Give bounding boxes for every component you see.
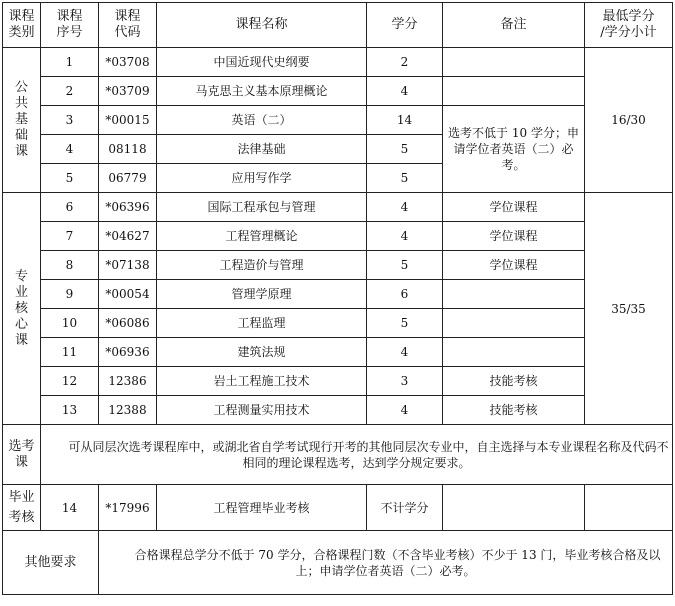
course-credit: 4 bbox=[367, 338, 443, 367]
graduation-label: 毕业 考核 bbox=[3, 485, 41, 531]
table-row bbox=[3, 396, 673, 425]
graduation-note-empty bbox=[443, 485, 585, 531]
group-note-public: 选考不低于 10 学分；申请学位者英语（二）必考。 bbox=[443, 106, 585, 193]
table-row bbox=[3, 77, 673, 106]
course-name: 工程监理 bbox=[157, 309, 367, 338]
header-seq: 课程 序号 bbox=[41, 3, 99, 48]
other-text: 合格课程总学分不低于 70 学分，合格课程门数（不含毕业考核）不少于 13 门，毕业考核合格及以上；申请学位者英语（二）必考。 bbox=[99, 531, 673, 595]
course-credit: 14 bbox=[367, 106, 443, 135]
course-note bbox=[443, 338, 585, 367]
course-note bbox=[443, 280, 585, 309]
graduation-code: *17996 bbox=[99, 485, 157, 531]
course-code: 12386 bbox=[99, 367, 157, 396]
elective-row bbox=[3, 425, 673, 485]
course-name: 工程测量实用技术 bbox=[157, 396, 367, 425]
graduation-seq: 14 bbox=[41, 485, 99, 531]
table-row bbox=[3, 222, 673, 251]
course-code: *03709 bbox=[99, 77, 157, 106]
course-name: 英语（二） bbox=[157, 106, 367, 135]
course-credit: 5 bbox=[367, 135, 443, 164]
course-code: 08118 bbox=[99, 135, 157, 164]
course-seq: 11 bbox=[41, 338, 99, 367]
course-credit: 4 bbox=[367, 396, 443, 425]
course-seq: 13 bbox=[41, 396, 99, 425]
table-row bbox=[3, 280, 673, 309]
course-credit: 5 bbox=[367, 309, 443, 338]
curriculum-table bbox=[2, 2, 673, 595]
header-credit: 学分 bbox=[367, 3, 443, 48]
header-code: 课程 代码 bbox=[99, 3, 157, 48]
course-name: 法律基础 bbox=[157, 135, 367, 164]
course-note: 学位课程 bbox=[443, 222, 585, 251]
course-code: *06086 bbox=[99, 309, 157, 338]
course-seq: 3 bbox=[41, 106, 99, 135]
other-row bbox=[3, 531, 673, 595]
course-seq: 1 bbox=[41, 48, 99, 77]
table-row bbox=[3, 309, 673, 338]
elective-text: 可从同层次选考课程库中，或湖北省自学考试现行开考的其他同层次专业中，自主选择与本专业课程名称及代码不相同的理论课程选考，达到学分规定要求。 bbox=[41, 425, 673, 485]
course-name: 岩土工程施工技术 bbox=[157, 367, 367, 396]
course-note: 学位课程 bbox=[443, 251, 585, 280]
graduation-min-credit-empty bbox=[585, 485, 673, 531]
course-seq: 7 bbox=[41, 222, 99, 251]
course-note: 学位课程 bbox=[443, 193, 585, 222]
header-category: 课程 类别 bbox=[3, 3, 41, 48]
table-row bbox=[3, 193, 673, 222]
header-row bbox=[3, 3, 673, 48]
course-name: 管理学原理 bbox=[157, 280, 367, 309]
course-credit: 4 bbox=[367, 222, 443, 251]
course-credit: 2 bbox=[367, 48, 443, 77]
elective-label: 选考课 bbox=[3, 425, 41, 485]
course-name: 中国近现代史纲要 bbox=[157, 48, 367, 77]
course-credit: 5 bbox=[367, 251, 443, 280]
course-note-empty bbox=[443, 48, 585, 77]
category-professional-core: 专 业 核 心 课 bbox=[3, 193, 41, 425]
table-row bbox=[3, 48, 673, 77]
table-row bbox=[3, 251, 673, 280]
course-seq: 4 bbox=[41, 135, 99, 164]
course-seq: 6 bbox=[41, 193, 99, 222]
course-credit: 6 bbox=[367, 280, 443, 309]
table-row bbox=[3, 106, 673, 135]
course-name: 工程造价与管理 bbox=[157, 251, 367, 280]
course-code: *00015 bbox=[99, 106, 157, 135]
header-name: 课程名称 bbox=[157, 3, 367, 48]
course-credit: 3 bbox=[367, 367, 443, 396]
course-note bbox=[443, 309, 585, 338]
table-row bbox=[3, 338, 673, 367]
course-seq: 9 bbox=[41, 280, 99, 309]
course-name: 应用写作学 bbox=[157, 164, 367, 193]
course-seq: 12 bbox=[41, 367, 99, 396]
min-credit-public: 16/30 bbox=[585, 48, 673, 193]
course-credit: 5 bbox=[367, 164, 443, 193]
course-code: 06779 bbox=[99, 164, 157, 193]
course-code: *03708 bbox=[99, 48, 157, 77]
other-label: 其他要求 bbox=[3, 531, 99, 595]
course-code: *00054 bbox=[99, 280, 157, 309]
course-note: 技能考核 bbox=[443, 396, 585, 425]
course-code: *07138 bbox=[99, 251, 157, 280]
course-name: 马克思主义基本原理概论 bbox=[157, 77, 367, 106]
course-name: 工程管理概论 bbox=[157, 222, 367, 251]
course-code: *04627 bbox=[99, 222, 157, 251]
course-note: 技能考核 bbox=[443, 367, 585, 396]
course-note-empty bbox=[443, 77, 585, 106]
course-seq: 10 bbox=[41, 309, 99, 338]
course-credit: 4 bbox=[367, 77, 443, 106]
course-seq: 8 bbox=[41, 251, 99, 280]
category-public-foundation: 公 共 基 础 课 bbox=[3, 48, 41, 193]
graduation-name: 工程管理毕业考核 bbox=[157, 485, 367, 531]
course-name: 建筑法规 bbox=[157, 338, 367, 367]
course-seq: 5 bbox=[41, 164, 99, 193]
course-name: 国际工程承包与管理 bbox=[157, 193, 367, 222]
course-code: *06936 bbox=[99, 338, 157, 367]
course-code: *06396 bbox=[99, 193, 157, 222]
min-credit-core: 35/35 bbox=[585, 193, 673, 425]
graduation-credit: 不计学分 bbox=[367, 485, 443, 531]
header-note: 备注 bbox=[443, 3, 585, 48]
course-credit: 4 bbox=[367, 193, 443, 222]
course-seq: 2 bbox=[41, 77, 99, 106]
graduation-row bbox=[3, 485, 673, 531]
header-min-credit: 最低学分 /学分小计 bbox=[585, 3, 673, 48]
course-code: 12388 bbox=[99, 396, 157, 425]
table-row bbox=[3, 367, 673, 396]
